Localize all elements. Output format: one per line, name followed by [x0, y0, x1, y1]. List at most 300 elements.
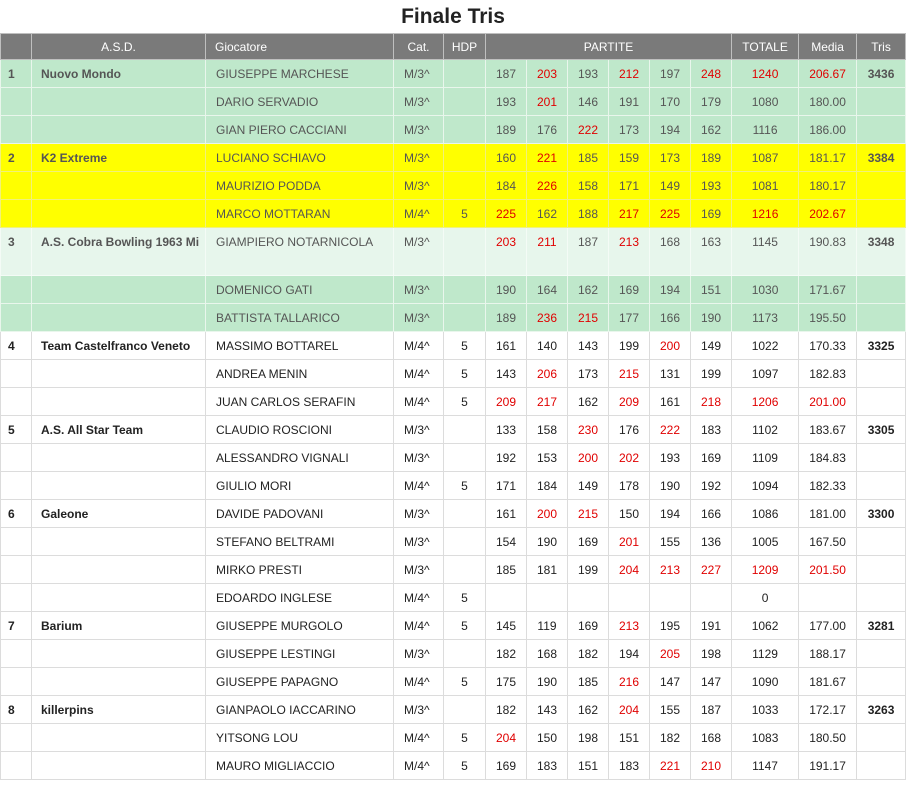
table-row [1, 332, 906, 360]
game-score: 163 [691, 228, 732, 276]
player-name: GIUSEPPE PAPAGNO [206, 668, 394, 696]
player-hdp: 5 [444, 668, 486, 696]
player-average: 183.67 [799, 416, 857, 444]
header-asd: A.S.D. [32, 34, 206, 60]
game-score: 151 [609, 724, 650, 752]
player-name: MASSIMO BOTTAREL [206, 332, 394, 360]
team-name [32, 528, 206, 556]
game-score: 173 [650, 144, 691, 172]
game-score: 209 [609, 388, 650, 416]
game-score: 149 [568, 472, 609, 500]
game-score: 212 [609, 60, 650, 88]
player-category: M/3^ [394, 640, 444, 668]
game-score: 173 [568, 360, 609, 388]
game-score: 182 [650, 724, 691, 752]
game-score [691, 584, 732, 612]
table-row [1, 640, 906, 668]
team-position [1, 556, 32, 584]
game-score: 204 [486, 724, 527, 752]
player-average: 180.17 [799, 172, 857, 200]
team-position [1, 388, 32, 416]
standings-table [0, 33, 906, 780]
game-score: 221 [650, 752, 691, 780]
table-row [1, 472, 906, 500]
player-total: 1216 [732, 200, 799, 228]
player-average: 201.50 [799, 556, 857, 584]
team-tris [857, 444, 906, 472]
team-name [32, 388, 206, 416]
team-position [1, 88, 32, 116]
game-score [568, 584, 609, 612]
team-position [1, 276, 32, 304]
team-tris [857, 528, 906, 556]
player-hdp [444, 60, 486, 88]
game-score: 194 [609, 640, 650, 668]
team-tris: 3300 [857, 500, 906, 528]
player-hdp [444, 116, 486, 144]
player-total: 1086 [732, 500, 799, 528]
game-score: 178 [609, 472, 650, 500]
player-total: 1109 [732, 444, 799, 472]
player-name: ANDREA MENIN [206, 360, 394, 388]
player-hdp [444, 416, 486, 444]
player-total: 1116 [732, 116, 799, 144]
player-category: M/3^ [394, 276, 444, 304]
player-category: M/3^ [394, 556, 444, 584]
team-position [1, 668, 32, 696]
table-row [1, 444, 906, 472]
team-tris: 3263 [857, 696, 906, 724]
player-name: ALESSANDRO VIGNALI [206, 444, 394, 472]
player-total: 1083 [732, 724, 799, 752]
game-score: 204 [609, 556, 650, 584]
player-category: M/3^ [394, 500, 444, 528]
player-name: GIUSEPPE LESTINGI [206, 640, 394, 668]
game-score: 222 [568, 116, 609, 144]
player-hdp: 5 [444, 612, 486, 640]
player-total: 1022 [732, 332, 799, 360]
game-score: 210 [691, 752, 732, 780]
header-totale: TOTALE [732, 34, 799, 60]
game-score: 176 [609, 416, 650, 444]
player-hdp [444, 88, 486, 116]
player-hdp [444, 228, 486, 276]
game-score: 199 [609, 332, 650, 360]
player-average: 182.33 [799, 472, 857, 500]
game-score: 189 [486, 304, 527, 332]
team-tris: 3384 [857, 144, 906, 172]
header-row [1, 34, 906, 60]
game-score: 185 [486, 556, 527, 584]
player-category: M/4^ [394, 472, 444, 500]
table-row [1, 696, 906, 724]
player-category: M/4^ [394, 332, 444, 360]
table-row [1, 144, 906, 172]
game-score: 162 [568, 696, 609, 724]
table-row [1, 612, 906, 640]
header-hdp: HDP [444, 34, 486, 60]
game-score: 145 [486, 612, 527, 640]
player-name: GIUSEPPE MARCHESE [206, 60, 394, 88]
game-score: 155 [650, 528, 691, 556]
player-category: M/3^ [394, 88, 444, 116]
game-score: 206 [527, 360, 568, 388]
player-hdp: 5 [444, 200, 486, 228]
game-score: 162 [691, 116, 732, 144]
table-row [1, 416, 906, 444]
team-name [32, 584, 206, 612]
player-total: 1087 [732, 144, 799, 172]
player-name: MIRKO PRESTI [206, 556, 394, 584]
game-score: 222 [650, 416, 691, 444]
player-name: BATTISTA TALLARICO [206, 304, 394, 332]
game-score: 147 [650, 668, 691, 696]
player-total: 1062 [732, 612, 799, 640]
game-score: 221 [527, 144, 568, 172]
game-score [486, 584, 527, 612]
team-position: 7 [1, 612, 32, 640]
game-score: 151 [691, 276, 732, 304]
player-name: MAURO MIGLIACCIO [206, 752, 394, 780]
player-category: M/3^ [394, 444, 444, 472]
game-score: 190 [527, 528, 568, 556]
game-score: 171 [486, 472, 527, 500]
player-name: EDOARDO INGLESE [206, 584, 394, 612]
player-hdp: 5 [444, 752, 486, 780]
team-tris: 3436 [857, 60, 906, 88]
team-position [1, 116, 32, 144]
game-score: 143 [527, 696, 568, 724]
game-score: 187 [486, 60, 527, 88]
player-average: 190.83 [799, 228, 857, 276]
game-score: 140 [527, 332, 568, 360]
player-total: 1240 [732, 60, 799, 88]
player-category: M/4^ [394, 200, 444, 228]
player-hdp [444, 172, 486, 200]
game-score: 204 [609, 696, 650, 724]
game-score: 187 [691, 696, 732, 724]
header-cat: Cat. [394, 34, 444, 60]
player-name: YITSONG LOU [206, 724, 394, 752]
game-score: 155 [650, 696, 691, 724]
player-category: M/4^ [394, 752, 444, 780]
game-score: 226 [527, 172, 568, 200]
team-name [32, 172, 206, 200]
game-score: 190 [691, 304, 732, 332]
game-score: 181 [527, 556, 568, 584]
team-tris [857, 276, 906, 304]
team-name [32, 116, 206, 144]
table-row [1, 724, 906, 752]
player-category: M/4^ [394, 668, 444, 696]
team-tris: 3281 [857, 612, 906, 640]
game-score: 215 [568, 304, 609, 332]
team-tris: 3305 [857, 416, 906, 444]
table-row [1, 528, 906, 556]
player-total: 1033 [732, 696, 799, 724]
game-score: 185 [568, 668, 609, 696]
team-position [1, 304, 32, 332]
game-score: 203 [527, 60, 568, 88]
team-name [32, 304, 206, 332]
player-category: M/4^ [394, 360, 444, 388]
game-score: 185 [568, 144, 609, 172]
player-average: 181.00 [799, 500, 857, 528]
player-name: GIAMPIERO NOTARNICOLA [206, 228, 394, 276]
game-score: 143 [486, 360, 527, 388]
table-row [1, 200, 906, 228]
game-score: 201 [527, 88, 568, 116]
player-category: M/4^ [394, 612, 444, 640]
game-score: 133 [486, 416, 527, 444]
table-row [1, 304, 906, 332]
table-row [1, 500, 906, 528]
team-name [32, 472, 206, 500]
game-score: 189 [486, 116, 527, 144]
player-total: 0 [732, 584, 799, 612]
game-score: 230 [568, 416, 609, 444]
team-position [1, 172, 32, 200]
team-position [1, 584, 32, 612]
player-category: M/3^ [394, 696, 444, 724]
game-score: 184 [486, 172, 527, 200]
table-row [1, 276, 906, 304]
team-name [32, 88, 206, 116]
team-position: 4 [1, 332, 32, 360]
game-score: 161 [486, 500, 527, 528]
player-average: 206.67 [799, 60, 857, 88]
team-position [1, 360, 32, 388]
team-position: 1 [1, 60, 32, 88]
game-score: 179 [691, 88, 732, 116]
game-score: 190 [486, 276, 527, 304]
team-tris [857, 172, 906, 200]
game-score: 150 [609, 500, 650, 528]
game-score: 168 [691, 724, 732, 752]
team-name [32, 200, 206, 228]
player-hdp: 5 [444, 332, 486, 360]
game-score: 160 [486, 144, 527, 172]
game-score: 164 [527, 276, 568, 304]
player-hdp [444, 696, 486, 724]
game-score: 215 [609, 360, 650, 388]
player-total: 1005 [732, 528, 799, 556]
team-name: K2 Extreme [32, 144, 206, 172]
game-score: 177 [609, 304, 650, 332]
team-tris [857, 640, 906, 668]
player-average: 184.83 [799, 444, 857, 472]
player-average: 188.17 [799, 640, 857, 668]
player-name: MAURIZIO PODDA [206, 172, 394, 200]
game-score: 191 [691, 612, 732, 640]
header-player: Giocatore [206, 34, 394, 60]
player-average: 202.67 [799, 200, 857, 228]
game-score: 119 [527, 612, 568, 640]
player-average: 180.50 [799, 724, 857, 752]
game-score: 215 [568, 500, 609, 528]
game-score: 197 [650, 60, 691, 88]
game-score: 183 [691, 416, 732, 444]
player-average: 191.17 [799, 752, 857, 780]
player-category: M/4^ [394, 584, 444, 612]
game-score: 225 [650, 200, 691, 228]
game-score: 183 [609, 752, 650, 780]
team-name: Barium [32, 612, 206, 640]
game-score: 198 [691, 640, 732, 668]
team-name [32, 444, 206, 472]
player-average: 180.00 [799, 88, 857, 116]
game-score: 169 [568, 528, 609, 556]
game-score: 169 [691, 444, 732, 472]
team-position [1, 200, 32, 228]
player-average: 167.50 [799, 528, 857, 556]
player-hdp: 5 [444, 584, 486, 612]
player-hdp: 5 [444, 388, 486, 416]
player-total: 1129 [732, 640, 799, 668]
team-tris [857, 472, 906, 500]
team-tris [857, 360, 906, 388]
game-score: 200 [527, 500, 568, 528]
player-total: 1102 [732, 416, 799, 444]
player-hdp [444, 640, 486, 668]
player-total: 1080 [732, 88, 799, 116]
team-position: 8 [1, 696, 32, 724]
game-score: 161 [650, 388, 691, 416]
player-average: 177.00 [799, 612, 857, 640]
player-average: 170.33 [799, 332, 857, 360]
player-category: M/3^ [394, 116, 444, 144]
game-score: 193 [650, 444, 691, 472]
player-total: 1094 [732, 472, 799, 500]
player-total: 1097 [732, 360, 799, 388]
player-category: M/3^ [394, 144, 444, 172]
player-category: M/3^ [394, 172, 444, 200]
game-score: 175 [486, 668, 527, 696]
game-score: 193 [486, 88, 527, 116]
team-tris [857, 88, 906, 116]
game-score: 154 [486, 528, 527, 556]
game-score: 190 [527, 668, 568, 696]
team-tris [857, 116, 906, 144]
header-media: Media [799, 34, 857, 60]
game-score: 200 [650, 332, 691, 360]
game-score: 162 [568, 276, 609, 304]
game-score [650, 584, 691, 612]
header-partite: PARTITE [486, 34, 732, 60]
team-name [32, 668, 206, 696]
player-name: GIAN PIERO CACCIANI [206, 116, 394, 144]
team-name: A.S. All Star Team [32, 416, 206, 444]
table-row [1, 752, 906, 780]
game-score: 218 [691, 388, 732, 416]
team-name: killerpins [32, 696, 206, 724]
team-name: Team Castelfranco Veneto [32, 332, 206, 360]
player-total: 1145 [732, 228, 799, 276]
table-row [1, 360, 906, 388]
player-name: GIANPAOLO IACCARINO [206, 696, 394, 724]
game-score: 158 [568, 172, 609, 200]
team-position [1, 528, 32, 556]
game-score: 182 [486, 640, 527, 668]
game-score: 149 [691, 332, 732, 360]
player-category: M/3^ [394, 304, 444, 332]
game-score: 143 [568, 332, 609, 360]
game-score: 194 [650, 500, 691, 528]
player-total: 1209 [732, 556, 799, 584]
game-score: 211 [527, 228, 568, 276]
game-score: 198 [568, 724, 609, 752]
game-score: 149 [650, 172, 691, 200]
game-score: 169 [691, 200, 732, 228]
player-hdp [444, 276, 486, 304]
table-row [1, 60, 906, 88]
player-name: DOMENICO GATI [206, 276, 394, 304]
player-name: MARCO MOTTARAN [206, 200, 394, 228]
game-score: 227 [691, 556, 732, 584]
game-score: 171 [609, 172, 650, 200]
game-score: 248 [691, 60, 732, 88]
game-score: 191 [609, 88, 650, 116]
team-position: 3 [1, 228, 32, 276]
game-score: 201 [609, 528, 650, 556]
player-category: M/3^ [394, 416, 444, 444]
team-tris [857, 200, 906, 228]
game-score: 169 [609, 276, 650, 304]
player-name: GIUSEPPE MURGOLO [206, 612, 394, 640]
player-name: JUAN CARLOS SERAFIN [206, 388, 394, 416]
game-score: 166 [650, 304, 691, 332]
player-average [799, 584, 857, 612]
team-name [32, 752, 206, 780]
team-tris: 3348 [857, 228, 906, 276]
game-score: 184 [527, 472, 568, 500]
player-category: M/4^ [394, 724, 444, 752]
table-row [1, 668, 906, 696]
game-score: 136 [691, 528, 732, 556]
header-pos [1, 34, 32, 60]
game-score: 213 [650, 556, 691, 584]
player-category: M/3^ [394, 228, 444, 276]
game-score: 166 [691, 500, 732, 528]
player-hdp [444, 144, 486, 172]
team-name: Nuovo Mondo [32, 60, 206, 88]
game-score: 192 [486, 444, 527, 472]
team-position [1, 640, 32, 668]
game-score: 217 [609, 200, 650, 228]
game-score: 199 [691, 360, 732, 388]
header-tris: Tris [857, 34, 906, 60]
game-score: 200 [568, 444, 609, 472]
table-row [1, 88, 906, 116]
player-hdp: 5 [444, 360, 486, 388]
game-score: 189 [691, 144, 732, 172]
team-tris: 3325 [857, 332, 906, 360]
game-score: 168 [650, 228, 691, 276]
game-score: 213 [609, 228, 650, 276]
player-average: 181.67 [799, 668, 857, 696]
team-name [32, 276, 206, 304]
game-score: 203 [486, 228, 527, 276]
player-average: 201.00 [799, 388, 857, 416]
game-score: 173 [609, 116, 650, 144]
player-hdp [444, 500, 486, 528]
player-hdp: 5 [444, 724, 486, 752]
player-category: M/4^ [394, 388, 444, 416]
player-hdp: 5 [444, 472, 486, 500]
table-row [1, 584, 906, 612]
player-average: 172.17 [799, 696, 857, 724]
player-hdp [444, 304, 486, 332]
